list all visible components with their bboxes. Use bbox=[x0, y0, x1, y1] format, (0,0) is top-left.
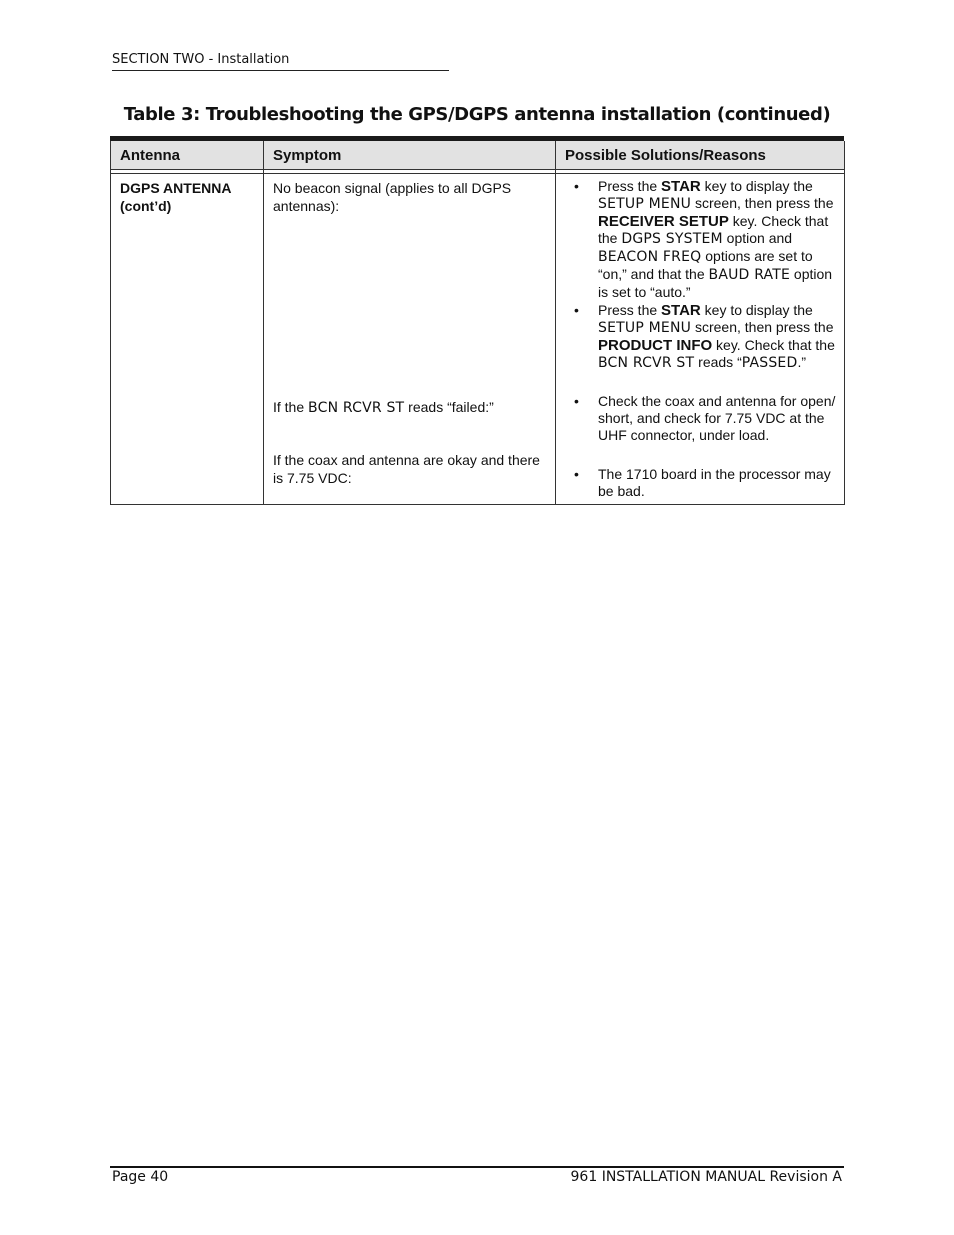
bullet-icon: • bbox=[574, 178, 579, 194]
solution-text: option is set to “auto.” bbox=[598, 266, 833, 300]
solution-text: option and bbox=[722, 230, 793, 246]
key-name: STAR bbox=[661, 302, 701, 319]
solution-text: options are set to “on,” and that the bbox=[598, 248, 813, 282]
solution-text: key. Check that the bbox=[598, 213, 829, 246]
solutions-cell bbox=[556, 174, 845, 505]
header-solutions: Possible Solutions/Reasons bbox=[556, 141, 845, 170]
key-name: PRODUCT INFO bbox=[598, 337, 713, 354]
solution-text: key to display the bbox=[700, 178, 813, 194]
solution-text: .” bbox=[797, 354, 807, 370]
symptom-text: reads “failed:” bbox=[404, 399, 494, 415]
solution-item bbox=[574, 393, 836, 444]
symptom-coax-ok: If the coax and antenna are okay and there is 7.75 VDC: bbox=[273, 452, 540, 486]
solution-text: Press the bbox=[598, 302, 662, 318]
key-name: RECEIVER SETUP bbox=[598, 213, 729, 230]
screen-term: PASSED bbox=[741, 355, 798, 371]
antenna-cell bbox=[111, 174, 264, 505]
troubleshooting-table bbox=[110, 136, 844, 505]
symptom-bcn-failed bbox=[273, 398, 543, 417]
bullet-icon: • bbox=[574, 302, 579, 318]
solution-text: screen, then press the bbox=[691, 195, 834, 211]
bullet-icon: • bbox=[574, 393, 579, 409]
solution-item bbox=[574, 178, 836, 301]
footer-rule bbox=[110, 1166, 844, 1168]
screen-term: BEACON FREQ bbox=[598, 249, 702, 265]
symptom-text: If the bbox=[273, 399, 309, 415]
symptom-no-beacon: No beacon signal (applies to all DGPS antennas): bbox=[273, 180, 512, 214]
solution-text: key to display the bbox=[700, 302, 813, 318]
solution-item bbox=[574, 302, 836, 372]
solution-text: The 1710 board in the processor may be bad. bbox=[598, 466, 831, 499]
table-title: Table 3: Troubleshooting the GPS/DGPS antenna installation (continued) bbox=[123, 104, 831, 125]
solution-text: Check the coax and antenna for open/ short, and check for 7.75 VDC at the UHF connector, under load. bbox=[598, 393, 836, 443]
screen-term: BAUD RATE bbox=[708, 267, 791, 283]
symptom-cell bbox=[264, 174, 556, 505]
solution-text: reads “ bbox=[694, 354, 742, 370]
header-antenna: Antenna bbox=[111, 141, 264, 170]
screen-term: BCN RCVR ST bbox=[598, 355, 695, 371]
bullet-icon: • bbox=[574, 466, 579, 482]
antenna-contd: (cont’d) bbox=[120, 198, 172, 214]
page-number: Page 40 bbox=[112, 1169, 169, 1185]
solution-text: key. Check that the bbox=[712, 337, 835, 353]
screen-term: DGPS SYSTEM bbox=[621, 231, 723, 247]
key-name: STAR bbox=[661, 178, 701, 195]
header-symptom: Symptom bbox=[264, 141, 556, 170]
solution-text: screen, then press the bbox=[691, 319, 834, 335]
table-row bbox=[111, 174, 845, 505]
solution-text: Press the bbox=[598, 178, 662, 194]
screen-term: BCN RCVR ST bbox=[308, 400, 405, 416]
table-header-row bbox=[111, 141, 845, 170]
section-header: SECTION TWO - Installation bbox=[112, 52, 449, 71]
screen-term: SETUP MENU bbox=[598, 196, 692, 212]
screen-term: SETUP MENU bbox=[598, 320, 692, 336]
manual-title: 961 INSTALLATION MANUAL Revision A bbox=[570, 1169, 842, 1185]
solution-item bbox=[574, 466, 836, 500]
antenna-name: DGPS ANTENNA bbox=[120, 180, 232, 196]
